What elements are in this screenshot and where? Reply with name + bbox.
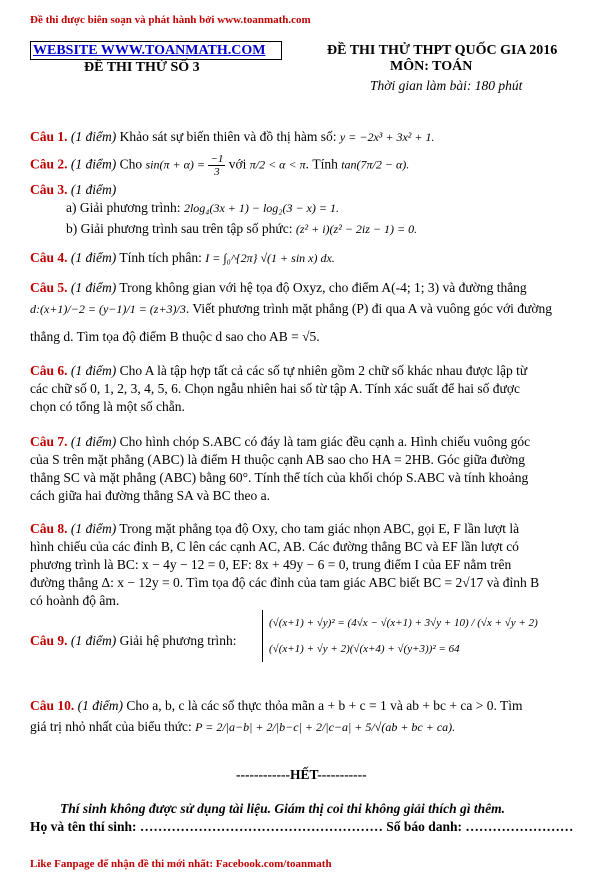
question-7-line bbox=[30, 451, 525, 469]
math-expression: I = ∫₀^{2π} √(1 + sin x) dx. bbox=[205, 251, 335, 265]
question-1 bbox=[30, 128, 435, 146]
math-expression: (x+1)/−2 = (y−1)/1 = (z+3)/3 bbox=[40, 302, 186, 316]
question-text: có hoành độ âm. bbox=[30, 593, 120, 608]
math-expression: tan(7π/2 − α). bbox=[341, 157, 410, 172]
question-points: (1 điểm) bbox=[70, 633, 117, 648]
fanpage-link[interactable]: Like Fanpage để nhận đề thi mới nhất: Facebook.com/toanmath bbox=[30, 858, 332, 870]
equation-system bbox=[262, 610, 538, 662]
question-8-line bbox=[30, 538, 519, 556]
question-6 bbox=[30, 362, 527, 380]
question-points: (1 điểm) bbox=[70, 182, 117, 197]
question-10-line bbox=[30, 718, 455, 736]
question-points: (1 điểm) bbox=[70, 250, 117, 265]
question-8-line bbox=[30, 592, 119, 610]
question-label: Câu 10. bbox=[30, 698, 75, 713]
question-points: (1 điểm) bbox=[70, 363, 117, 378]
question-text: phương trình là BC: x − 4y − 12 = 0, EF: 8x + 49y − 6 = 0, trung điểm I của EF nằm trên bbox=[30, 557, 512, 572]
question-text: hình chiếu của các đỉnh B, C lên các cạnh AC, AB. Các đường thẳng BC và EF lần lượt có bbox=[30, 539, 519, 554]
question-text: cách giữa hai đường thẳng SA và BC theo a. bbox=[30, 488, 270, 503]
question-5-line bbox=[30, 300, 552, 318]
math-expression: (z² + i)(z² − 2iz − 1) = 0. bbox=[295, 222, 418, 236]
question-label: Câu 6. bbox=[30, 363, 68, 378]
math-expression: 2log₄(3x + 1) − log₂(3 − x) = 1. bbox=[183, 201, 339, 215]
top-banner: Đề thi được biên soạn và phát hành bởi www.toanmath.com bbox=[30, 14, 311, 26]
question-text: b) Giải phương trình sau trên tập số phức: bbox=[66, 221, 293, 236]
question-7-line bbox=[30, 469, 528, 487]
fraction: $\frac{-1}{3}$ bbox=[210, 153, 224, 178]
question-label: Câu 5. bbox=[30, 280, 68, 295]
question-4 bbox=[30, 249, 335, 267]
end-marker: ------------HẾT----------- bbox=[236, 767, 367, 782]
question-points: (1 điểm) bbox=[70, 521, 117, 536]
question-text: Tính tích phân: bbox=[119, 250, 202, 265]
exam-title: ĐỀ THI THỬ THPT QUỐC GIA 2016 bbox=[327, 43, 558, 58]
question-text: thẳng d. Tìm tọa độ điểm B thuộc d sao cho AB = √5. bbox=[30, 329, 320, 344]
question-8-line bbox=[30, 556, 511, 574]
question-points: (1 điểm) bbox=[70, 129, 117, 144]
question-6-line bbox=[30, 398, 185, 416]
math-expression: π/2 < α < π bbox=[249, 157, 306, 172]
question-5-line bbox=[30, 328, 320, 346]
time-limit: Thời gian làm bài: 180 phút bbox=[370, 78, 523, 93]
question-3b bbox=[66, 220, 417, 238]
question-7-line bbox=[30, 487, 270, 505]
question-label: Câu 2. bbox=[30, 156, 68, 172]
question-label: Câu 9. bbox=[30, 633, 68, 648]
question-text: đường thẳng Δ: x − 12y = 0. Tìm tọa độ các đỉnh của tam giác ABC biết BC = 2√17 và đỉnh B bbox=[30, 575, 540, 590]
question-text: Trong không gian với hệ tọa độ Oxyz, cho điểm A(-4; 1; 3) và đường thẳng bbox=[119, 280, 527, 295]
question-text: chọn có tổng là một số chẵn. bbox=[30, 399, 185, 414]
question-3 bbox=[30, 181, 116, 199]
question-9 bbox=[30, 632, 236, 650]
question-label: Câu 3. bbox=[30, 182, 68, 197]
equation-1: (√(x+1) + √y)² = (4√x − √(x+1) + 3√y + 10) / (√x + √y + 2) bbox=[269, 617, 538, 629]
question-label: Câu 1. bbox=[30, 129, 68, 144]
question-points: (1 điểm) bbox=[70, 280, 117, 295]
question-label: Câu 8. bbox=[30, 521, 68, 536]
question-text: với bbox=[228, 156, 247, 172]
question-label: Câu 7. bbox=[30, 434, 68, 449]
question-8-line bbox=[30, 574, 539, 592]
question-text: . Tính bbox=[305, 156, 338, 172]
question-text: Cho a, b, c là các số thực thỏa mãn a + b + c = 1 và ab + bc + ca > 0. Tìm bbox=[126, 698, 523, 713]
question-points: (1 điểm) bbox=[70, 434, 117, 449]
question-7 bbox=[30, 433, 530, 451]
question-points: (1 điểm) bbox=[70, 156, 117, 172]
math-expression: sin(π + α) = bbox=[145, 157, 206, 172]
website-link[interactable]: WEBSITE WWW.TOANMATH.COM bbox=[30, 41, 282, 60]
question-3a bbox=[66, 199, 339, 217]
question-text: của S trên mặt phẳng (ABC) là điểm H thuộc cạnh AB sao cho HA = 2HB. Góc giữa đường bbox=[30, 452, 526, 467]
question-text: Cho hình chóp S.ABC có đáy là tam giác đều cạnh a. Hình chiếu vuông góc bbox=[119, 434, 531, 449]
question-6-line bbox=[30, 380, 520, 398]
exam-note: Thí sinh không được sử dụng tài liệu. Giám thị coi thi không giải thích gì thêm. bbox=[60, 801, 506, 816]
math-expression: d: bbox=[30, 302, 40, 316]
question-5 bbox=[30, 279, 583, 297]
question-text: Khảo sát sự biến thiên và đồ thị hàm số: bbox=[119, 129, 337, 144]
math-expression: y = −2x³ + 3x² + 1. bbox=[339, 130, 435, 144]
question-text: a) Giải phương trình: bbox=[66, 200, 181, 215]
question-text: . Viết phương trình mặt phẳng (P) đi qua A và vuông góc với đường bbox=[185, 301, 552, 316]
question-2 bbox=[30, 153, 409, 178]
subject-title: MÔN: TOÁN bbox=[390, 59, 473, 74]
candidate-info: Họ và tên thí sinh: ……………………………………………… Số báo danh: …………………… bbox=[30, 819, 574, 834]
question-text: thẳng SC và mặt phẳng (ABC) bằng 60°. Tính thể tích của khối chóp S.ABC và tính khoảng bbox=[30, 470, 529, 485]
equation-2: (√(x+1) + √y + 2)(√(x+4) + √(y+3))² = 64 bbox=[269, 643, 460, 655]
question-text: Trong mặt phẳng tọa độ Oxy, cho tam giác nhọn ABC, gọi E, F lần lượt là bbox=[119, 521, 520, 536]
exam-number: ĐỀ THI THỬ SỐ 3 bbox=[84, 60, 200, 75]
question-text: Giải hệ phương trình: bbox=[119, 633, 237, 648]
question-label: Câu 4. bbox=[30, 250, 68, 265]
question-10 bbox=[30, 697, 523, 715]
question-text: Cho bbox=[119, 156, 143, 172]
question-points: (1 điểm) bbox=[77, 698, 123, 713]
question-8 bbox=[30, 520, 519, 538]
math-expression: P = 2/|a−b| + 2/|b−c| + 2/|c−a| + 5/√(ab + bc + ca). bbox=[195, 720, 456, 734]
question-text: Cho A là tập hợp tất cả các số tự nhiên gồm 2 chữ số khác nhau được lập từ bbox=[119, 363, 528, 378]
question-text: các chữ số 0, 1, 2, 3, 4, 5, 6. Chọn ngẫu nhiên hai số từ tập A. Tính xác suất để hai số được bbox=[30, 381, 521, 396]
question-text: giá trị nhỏ nhất của biểu thức: bbox=[30, 719, 192, 734]
